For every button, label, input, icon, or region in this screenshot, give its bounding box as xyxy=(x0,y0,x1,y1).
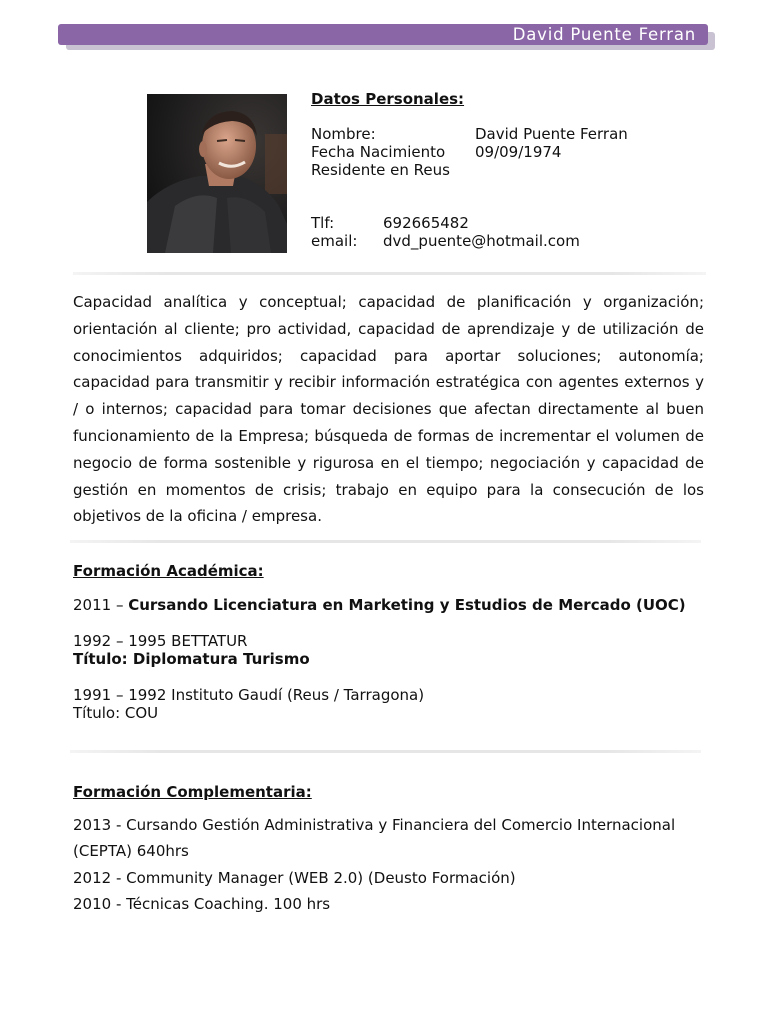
email-value: dvd_puente@hotmail.com xyxy=(383,232,580,250)
academic-entry-title: Título: COU xyxy=(73,704,159,722)
phone-label: Tlf: xyxy=(311,214,335,232)
academic-heading: Formación Académica: xyxy=(73,562,264,580)
academic-entry-title: Cursando Licenciatura en Marketing y Estudios de Mercado (UOC) xyxy=(128,596,686,614)
profile-summary: Capacidad analítica y conceptual; capacidad de planificación y organización; orientación al cliente; pro actividad, capacidad de aprendizaje y de utilización de conocimientos adquiridos; capacidad para aportar soluciones; autonomía; capacidad para transmitir y recibir información estratégica con agentes externos y / o internos; capacidad para tomar decisiones que afectan directamente al buen funcionamiento de la Empresa; búsqueda de formas de incrementar el volumen de negocio de forma sostenible y rigurosa en el tiempo; negociación y capacidad de gestión en momentos de crisis; trabajo en equipo para la consecución de los objetivos de la oficina / empresa. xyxy=(73,293,704,526)
complementary-item: (CEPTA) 640hrs xyxy=(73,842,189,860)
complementary-item: 2010 - Técnicas Coaching. 100 hrs xyxy=(73,895,331,913)
academic-entry-title: Título: Diplomatura Turismo xyxy=(73,650,310,668)
section-divider xyxy=(70,750,701,753)
birth-date-label: Fecha Nacimiento xyxy=(311,143,446,161)
academic-entry-period: 2011 – xyxy=(73,596,129,614)
header-bar xyxy=(58,24,708,45)
academic-entry xyxy=(73,596,686,614)
email-label: email: xyxy=(311,232,358,250)
section-divider xyxy=(73,272,706,275)
complementary-heading: Formación Complementaria: xyxy=(73,783,312,801)
phone-value: 692665482 xyxy=(383,214,469,232)
complementary-item: 2012 - Community Manager (WEB 2.0) (Deusto Formación) xyxy=(73,869,516,887)
header-name: David Puente Ferran xyxy=(512,25,696,44)
name-value: David Puente Ferran xyxy=(475,125,628,143)
academic-entry-line: 1992 – 1995 BETTATUR xyxy=(73,632,248,650)
birth-date-value: 09/09/1974 xyxy=(475,143,562,161)
academic-entry-line: 1991 – 1992 Instituto Gaudí (Reus / Tarragona) xyxy=(73,686,425,704)
profile-photo-image xyxy=(147,94,287,253)
residence: Residente en Reus xyxy=(311,161,450,179)
profile-photo xyxy=(147,94,287,253)
section-divider xyxy=(70,540,701,543)
personal-data-heading: Datos Personales: xyxy=(311,90,465,108)
name-label: Nombre: xyxy=(311,125,376,143)
complementary-item: 2013 - Cursando Gestión Administrativa y Financiera del Comercio Internacional xyxy=(73,816,676,834)
